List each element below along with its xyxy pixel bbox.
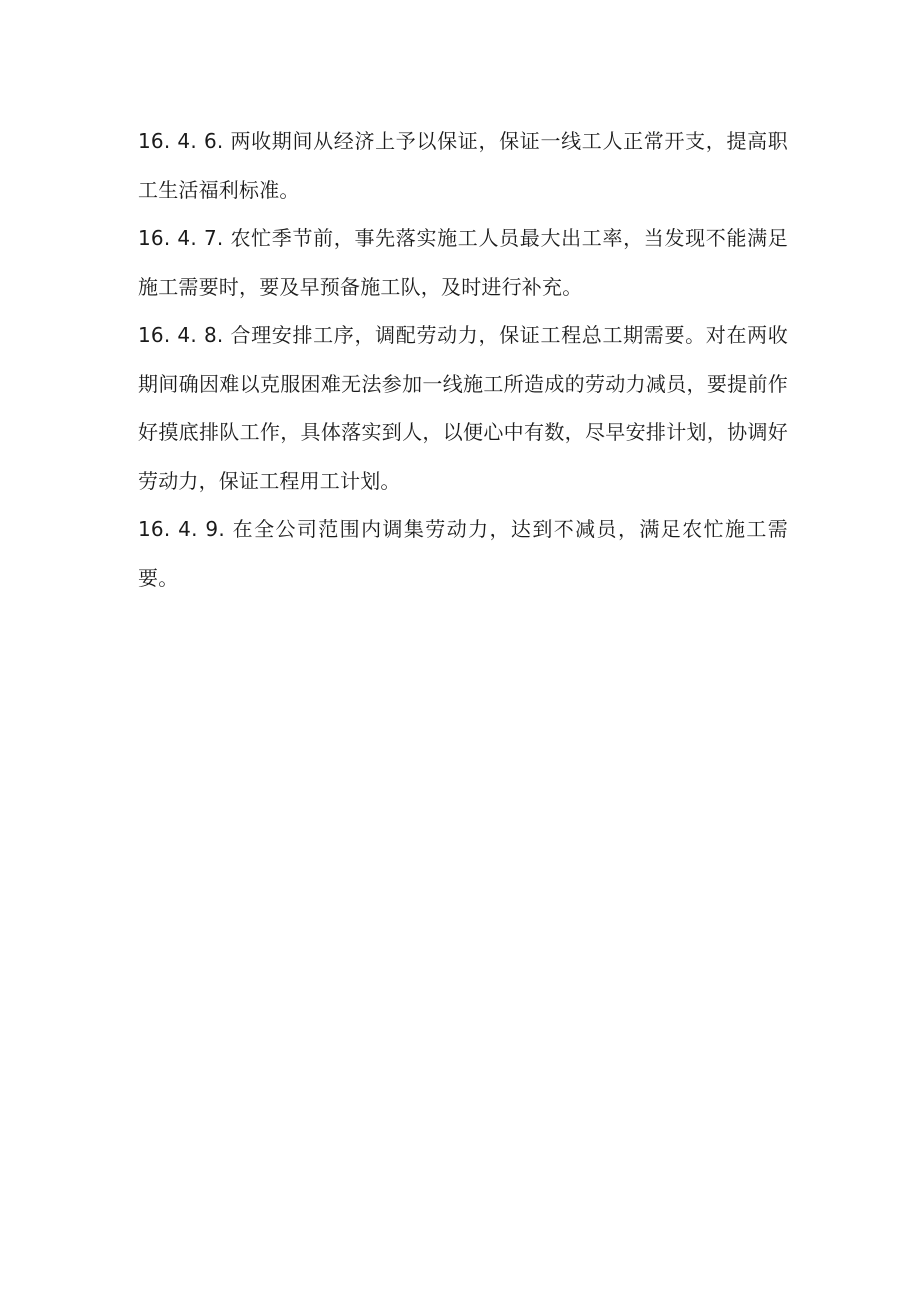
paragraph-16-4-7: 16. 4. 7. 农忙季节前，事先落实施工人员最大出工率，当发现不能满足施工需要时，要及早预备施工队，及时进行补充。 (138, 226, 788, 299)
paragraph-16-4-9: 16. 4. 9. 在全公司范围内调集劳动力，达到不减员，满足农忙施工需要。 (138, 517, 788, 590)
paragraph-16-4-8: 16. 4. 8. 合理安排工序，调配劳动力，保证工程总工期需要。对在两收期间确因难以克服困难无法参加一线施工所造成的劳动力减员，要提前作好摸底排队工作，具体落实到人，以便心中有数，尽早安排计划，协调好劳动力，保证工程用工计划。 (138, 323, 788, 493)
document-body (138, 117, 788, 602)
paragraph-16-4-6: 16. 4. 6. 两收期间从经济上予以保证，保证一线工人正常开支，提高职工生活福利标准。 (138, 129, 788, 202)
